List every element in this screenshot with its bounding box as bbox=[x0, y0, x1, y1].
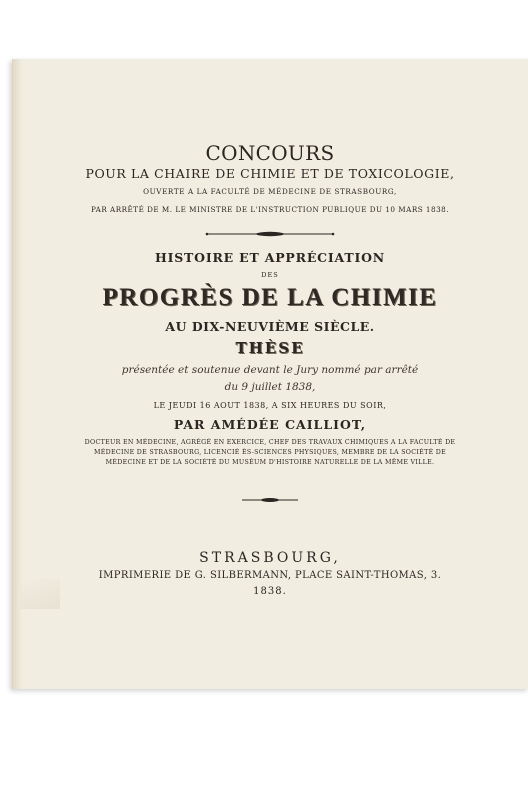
handwritten-note-line2: du 9 juillet 1838, bbox=[224, 381, 316, 393]
line-arrete: PAR ARRÊTÉ DE M. LE MINISTRE DE L'INSTRUCTION PUBLIQUE DU 10 MARS 1838. bbox=[90, 205, 450, 214]
ornamental-rule-top bbox=[20, 230, 520, 238]
author-credentials-line1: DOCTEUR EN MÉDECINE, AGRÉGÉ EN EXERCICE, CHEF DES TRAVAUX CHIMIQUES A LA FACULTÉ DE bbox=[84, 439, 456, 446]
these-label: THÈSE bbox=[235, 339, 305, 357]
heading-concours: CONCOURS bbox=[205, 141, 335, 165]
handwritten-note-line1: présentée et soutenue devant le Jury nommé par arrêté bbox=[121, 364, 419, 376]
defense-date: LE JEUDI 16 AOUT 1838, A SIX HEURES DU SOIR, bbox=[153, 401, 387, 410]
imprint-printer: IMPRIMERIE DE G. SILBERMANN, PLACE SAINT-THOMAS, 3. bbox=[98, 570, 442, 581]
author-name: PAR AMÉDÉE CAILLIOT, bbox=[173, 417, 367, 432]
main-title: PROGRÈS DE LA CHIMIE bbox=[102, 284, 438, 311]
subtitle-siecle: AU DIX-NEUVIÈME SIÈCLE. bbox=[165, 319, 375, 334]
word-des: DES bbox=[261, 271, 279, 279]
imprint-year: 1838. bbox=[253, 586, 287, 597]
author-credentials-line3: MÉDECINE ET DE LA SOCIÉTÉ DU MUSÉUM D'HISTOIRE NATURELLE DE LA MÊME VILLE. bbox=[105, 459, 435, 466]
subheading-chaire: POUR LA CHAIRE DE CHIMIE ET DE TOXICOLOGIE, bbox=[85, 166, 455, 181]
imprint-city: STRASBOURG, bbox=[199, 550, 341, 566]
heading-histoire: HISTOIRE ET APPRÉCIATION bbox=[154, 250, 386, 265]
author-credentials-line2: MÉDECINE DE STRASBOURG, LICENCIÉ ÈS-SCIENCES PHYSIQUES, MEMBRE DE LA SOCIÉTÉ DE bbox=[93, 449, 447, 456]
line-ouverte: OUVERTE A LA FACULTÉ DE MÉDECINE DE STRASBOURG, bbox=[143, 187, 397, 196]
ornamental-rule-bottom bbox=[20, 496, 520, 504]
